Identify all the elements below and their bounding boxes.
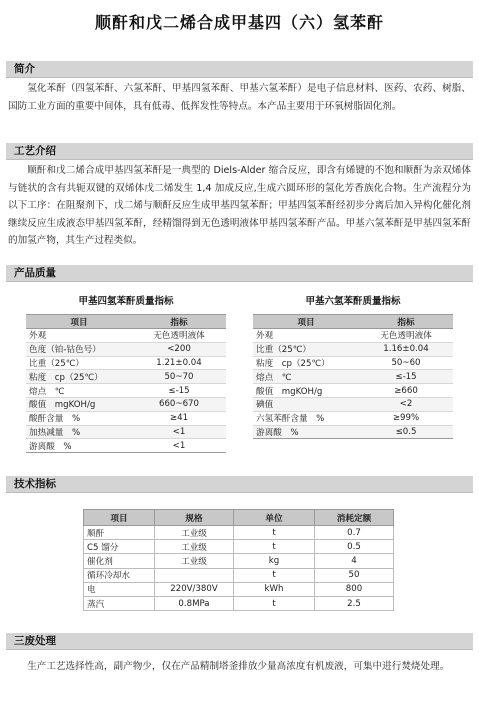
table-row	[253, 356, 453, 370]
table-row	[253, 384, 453, 398]
table-cell: 1.21±0.04	[132, 356, 226, 370]
process-paragraph: 顺酐和戊二烯合成甲基四氢苯酐是一典型的 Diels-Alder 缩合反应，即含有烯键的不饱和顺酐为亲双烯体与链状的含有共轭双键的双烯体戊二烯发生 1,4 加成反应,生成六圆环形的氢化芳香族化合物。生产流程分为以下工序：在阻聚剂下，戊二烯与顺酐反应生成甲基四氢苯酐；甲基四氢苯酐经初步分离后加入异构化催化剂继续反应生成液态甲基四氢苯酐，经精馏得到无色透明液体甲基四氢苯酐产品。甲基六氢苯酐是甲基四氢苯酐的加氢产物，其生产过程类似。	[8, 165, 471, 246]
tech-header-unit: 单位	[234, 510, 315, 526]
table-cell: 色度（铂-钴色号）	[26, 342, 132, 356]
table-cell: 粘度 cp（25℃）	[26, 370, 132, 384]
tech-header-quota: 消耗定额	[315, 510, 394, 526]
table-cell: C5 馏分	[84, 540, 155, 554]
section-heading-process: 工艺介绍	[6, 143, 473, 160]
section-heading-tech: 技术指标	[6, 476, 473, 493]
tech-consumption-table	[83, 509, 394, 611]
quality-table-methyl-hexahydro	[253, 314, 453, 439]
table-cell: t	[234, 596, 315, 610]
table-cell: 外观	[253, 329, 359, 343]
section-heading-waste: 三废处理	[6, 633, 473, 650]
table-cell: 蒸汽	[84, 596, 155, 610]
table-row	[84, 554, 394, 568]
table-row	[84, 568, 394, 582]
table-cell: ≤-15	[359, 370, 453, 384]
table-cell: 1.16±0.04	[359, 342, 453, 356]
table-cell: 熔点 ℃	[253, 370, 359, 384]
table-cell: 50~60	[359, 356, 453, 370]
table-cell: 800	[315, 582, 394, 596]
table-cell: 六氢苯酐含量 %	[253, 411, 359, 425]
table-row	[26, 411, 226, 425]
table-cell: 工业级	[155, 554, 234, 568]
table-cell: 0.5	[315, 540, 394, 554]
page-title: 顺酐和戊二烯合成甲基四（六）氢苯酐	[94, 13, 384, 32]
table-cell: 电	[84, 582, 155, 596]
table-row	[253, 342, 453, 356]
tech-header-item: 项目	[84, 510, 155, 526]
table-row	[26, 329, 226, 343]
table-cell: 酸酐含量 %	[26, 411, 132, 425]
table-cell: <2	[359, 397, 453, 411]
table-cell: <200	[132, 342, 226, 356]
table-row	[26, 425, 226, 439]
table-cell: <1	[132, 425, 226, 439]
table-cell: t	[234, 526, 315, 540]
table-cell: 比重（25℃）	[253, 342, 359, 356]
table-row	[26, 342, 226, 356]
table-cell: 无色透明液体	[132, 329, 226, 343]
table-row	[84, 582, 394, 596]
table-row	[26, 439, 226, 453]
table-cell: 酸值 mgKOH/g	[26, 397, 132, 411]
table-row	[84, 540, 394, 554]
table-cell: 2.5	[315, 596, 394, 610]
intro-paragraph: 氢化苯酐（四氢苯酐、六氢苯酐、甲基四氢苯酐、甲基六氢苯酐）是电子信息材料、医药、农药、树脂、国防工业方面的重要中间体，具有低毒、低挥发性等特点。本产品主要用于环氧树脂固化剂。	[8, 83, 471, 112]
table-row	[253, 425, 453, 439]
table-cell	[155, 568, 234, 582]
table-row	[253, 329, 453, 343]
table1-title: 甲基四氢苯酐质量指标	[78, 296, 174, 307]
table-cell: 50~70	[132, 370, 226, 384]
table-cell: 比重（25℃）	[26, 356, 132, 370]
table-cell: ≥99%	[359, 411, 453, 425]
table-cell: ≥41	[132, 411, 226, 425]
quality-table-methyl-tetrahydro	[26, 314, 226, 453]
table-cell: 粘度 cp（25℃）	[253, 356, 359, 370]
table-cell: 660~670	[132, 397, 226, 411]
table-cell: kWh	[234, 582, 315, 596]
table-row	[84, 526, 394, 540]
table-cell: 熔点 ℃	[26, 384, 132, 398]
table-row	[253, 370, 453, 384]
section-heading-quality: 产品质量	[6, 265, 473, 282]
table-cell: 游离酸 %	[26, 439, 132, 453]
table-cell: 0.7	[315, 526, 394, 540]
table2-title: 甲基六氢苯酐质量指标	[305, 296, 401, 307]
table-row	[253, 411, 453, 425]
tech-header-spec: 规格	[155, 510, 234, 526]
table-row	[26, 356, 226, 370]
table-row	[84, 596, 394, 610]
table-cell: 4	[315, 554, 394, 568]
table-row	[253, 397, 453, 411]
table-cell: t	[234, 568, 315, 582]
table-cell: 50	[315, 568, 394, 582]
table-cell: 酸值 mgKOH/g	[253, 384, 359, 398]
table-cell: 工业级	[155, 526, 234, 540]
table-cell: 无色透明液体	[359, 329, 453, 343]
table1-header-spec: 指标	[132, 315, 226, 329]
table-cell: 外观	[26, 329, 132, 343]
table-cell: ≤-15	[132, 384, 226, 398]
table-cell: 游离酸 %	[253, 425, 359, 439]
table-cell: ≤0.5	[359, 425, 453, 439]
table-cell: ≥660	[359, 384, 453, 398]
table-cell: <1	[132, 439, 226, 453]
table-cell: 加热减量 %	[26, 425, 132, 439]
table-cell: 催化剂	[84, 554, 155, 568]
table-cell: 工业级	[155, 540, 234, 554]
table-cell: 碘值	[253, 397, 359, 411]
table-cell: 220V/380V	[155, 582, 234, 596]
waste-paragraph: 生产工艺选择性高，副产物少，仅在产品精制塔釜排放少量高浓度有机废液，可集中进行焚烧处理。	[27, 661, 450, 672]
table2-header-spec: 指标	[359, 315, 453, 329]
table-cell: t	[234, 540, 315, 554]
table-row	[26, 384, 226, 398]
table-row	[26, 397, 226, 411]
table2-header-item: 项目	[253, 315, 359, 329]
section-heading-intro: 简介	[6, 61, 473, 78]
table-cell: 0.8MPa	[155, 596, 234, 610]
table-cell: 顺酐	[84, 526, 155, 540]
table-cell: 循环冷却水	[84, 568, 155, 582]
table-row	[26, 370, 226, 384]
table1-header-item: 项目	[26, 315, 132, 329]
table-cell: kg	[234, 554, 315, 568]
